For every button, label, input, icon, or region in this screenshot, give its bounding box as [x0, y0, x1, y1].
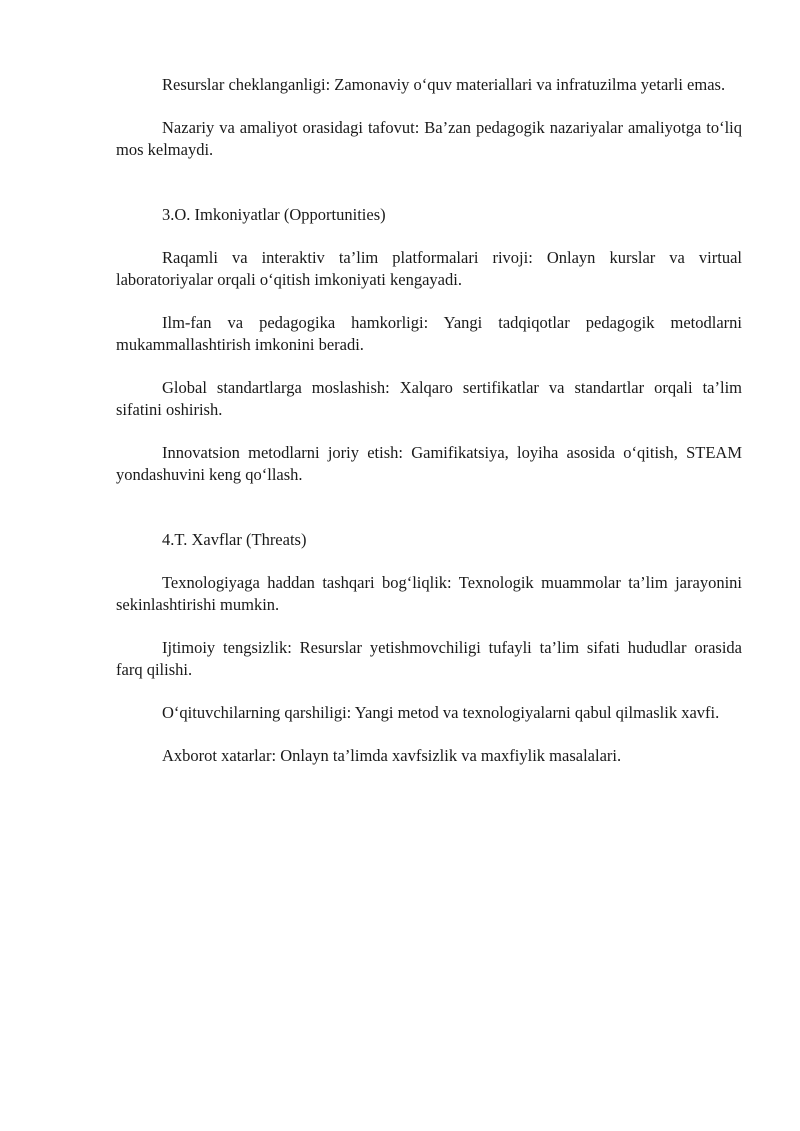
section-spacer [116, 507, 742, 529]
paragraph-resource-limits: Resurslar cheklanganligi: Zamonaviy o‘quv materiallari va infratuzilma yetarli emas. [162, 75, 726, 94]
paragraph-innovative-methods: Innovatsion metodlarni joriy etish: Gamifikatsiya, loyiha asosida o‘qitish, STEAM yondashuvini keng qo‘llash. [116, 443, 742, 484]
section-heading-opportunities: 3.O. Imkoniyatlar (Opportunities) [162, 205, 386, 224]
paragraph-tech-dependence: Texnologiyaga haddan tashqari bog‘liqlik: Texnologik muammolar ta’lim jarayonini sekinlashtirishi mumkin. [116, 573, 742, 614]
paragraph-digital-platforms: Raqamli va interaktiv ta’lim platformalari rivoji: Onlayn kurslar va virtual laboratoriyalar orqali o‘qitish imkoniyati kengayadi. [116, 248, 742, 289]
paragraph-social-inequality: Ijtimoiy tengsizlik: Resurslar yetishmovchiligi tufayli ta’lim sifati hududlar orasida farq qilishi. [116, 638, 742, 679]
document-body [116, 74, 742, 788]
paragraph-science-pedagogy: Ilm-fan va pedagogika hamkorligi: Yangi tadqiqotlar pedagogik metodlarni mukammallashtirish imkonini beradi. [116, 313, 742, 354]
section-spacer [116, 182, 742, 204]
paragraph-information-risks: Axborot xatarlar: Onlayn ta’limda xavfsizlik va maxfiylik masalalari. [162, 746, 622, 765]
paragraph-global-standards: Global standartlarga moslashish: Xalqaro sertifikatlar va standartlar orqali ta’lim sifatini oshirish. [116, 378, 742, 419]
paragraph-theory-practice-gap: Nazariy va amaliyot orasidagi tafovut: Ba’zan pedagogik nazariyalar amaliyotga to‘liq mos kelmaydi. [116, 118, 742, 159]
paragraph-teacher-resistance: O‘qituvchilarning qarshiligi: Yangi metod va texnologiyalarni qabul qilmaslik xavfi. [162, 703, 720, 722]
section-heading-threats: 4.T. Xavflar (Threats) [162, 530, 307, 549]
